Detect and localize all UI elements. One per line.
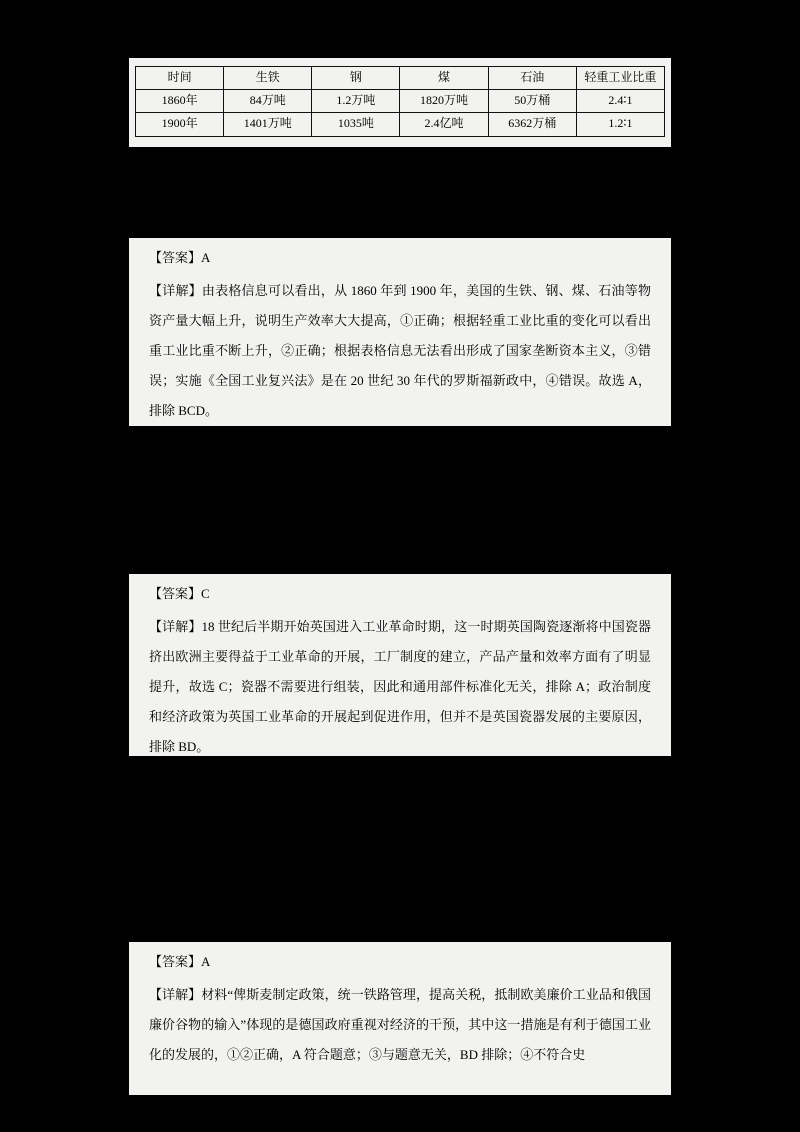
- table-row: [136, 113, 665, 136]
- table-cell: 6362万桶: [488, 113, 576, 136]
- table-row: [136, 90, 665, 113]
- table-cell: 1900年: [136, 113, 224, 136]
- statistics-table-block: [129, 58, 671, 147]
- detail-label: 【详解】: [149, 618, 202, 634]
- answer-line: [149, 586, 651, 602]
- answer-label: 【答案】: [149, 586, 202, 601]
- detail-label: 【详解】: [149, 986, 202, 1002]
- table-cell: 1860年: [136, 90, 224, 113]
- table-header-cell: 时间: [136, 67, 224, 90]
- table-header-cell: 生铁: [224, 67, 312, 90]
- table-cell: 1820万吨: [400, 90, 488, 113]
- detail-line: [149, 276, 651, 426]
- answer-value: A: [201, 954, 211, 969]
- answer-block: [129, 238, 671, 426]
- table-cell: 50万桶: [488, 90, 576, 113]
- answer-block: [129, 574, 671, 756]
- table-header-cell: 轻重工业比重: [576, 67, 664, 90]
- answer-value: C: [201, 586, 210, 601]
- detail-text: 由表格信息可以看出，从 1860 年到 1900 年，美国的生铁、钢、煤、石油等物资产量大幅上升，说明生产效率大大提高，①正确；根据轻重工业比重的变化可以看出重工业比重不断上升，②正确；根据表格信息无法看出形成了国家垄断资本主义，③错误；实施《全国工业复兴法》是在 20 世纪 30 年代的罗斯福新政中，④错误。故选 A，排除 BCD。: [149, 282, 651, 418]
- table-cell: 2.4亿吨: [400, 113, 488, 136]
- detail-line: [149, 980, 651, 1070]
- table-cell: 1035吨: [312, 113, 400, 136]
- answer-line: [149, 250, 651, 266]
- table-cell: 84万吨: [224, 90, 312, 113]
- detail-line: [149, 612, 651, 762]
- table-cell: 1401万吨: [224, 113, 312, 136]
- answer-label: 【答案】: [149, 250, 202, 265]
- table-header-row: [136, 67, 665, 90]
- table-cell: 1.2∶1: [576, 113, 664, 136]
- detail-text: 材料“俾斯麦制定政策，统一铁路管理，提高关税，抵制欧美廉价工业品和俄国廉价谷物的输入”体现的是德国政府重视对经济的干预，其中这一措施是有利于德国工业化的发展的，①②正确，A 符合题意；③与题意无关，BD 排除；④不符合史: [149, 986, 651, 1062]
- table-cell: 2.4∶1: [576, 90, 664, 113]
- answer-block: [129, 942, 671, 1095]
- answer-label: 【答案】: [149, 954, 202, 969]
- detail-text: 18 世纪后半期开始英国进入工业革命时期，这一时期英国陶瓷逐渐将中国瓷器挤出欧洲主要得益于工业革命的开展，工厂制度的建立，产品产量和效率方面有了明显提升，故选 C；瓷器不需要进行组装，因此和通用部件标准化无关，排除 A；政治制度和经济政策为英国工业革命的开展起到促进作用，但并不是英国瓷器发展的主要原因，排除 BD。: [149, 618, 651, 754]
- table-cell: 1.2万吨: [312, 90, 400, 113]
- table-header-cell: 煤: [400, 67, 488, 90]
- statistics-table: [135, 66, 665, 137]
- table-header-cell: 石油: [488, 67, 576, 90]
- answer-value: A: [201, 250, 211, 265]
- table-header-cell: 钢: [312, 67, 400, 90]
- answer-line: [149, 954, 651, 970]
- detail-label: 【详解】: [149, 282, 202, 298]
